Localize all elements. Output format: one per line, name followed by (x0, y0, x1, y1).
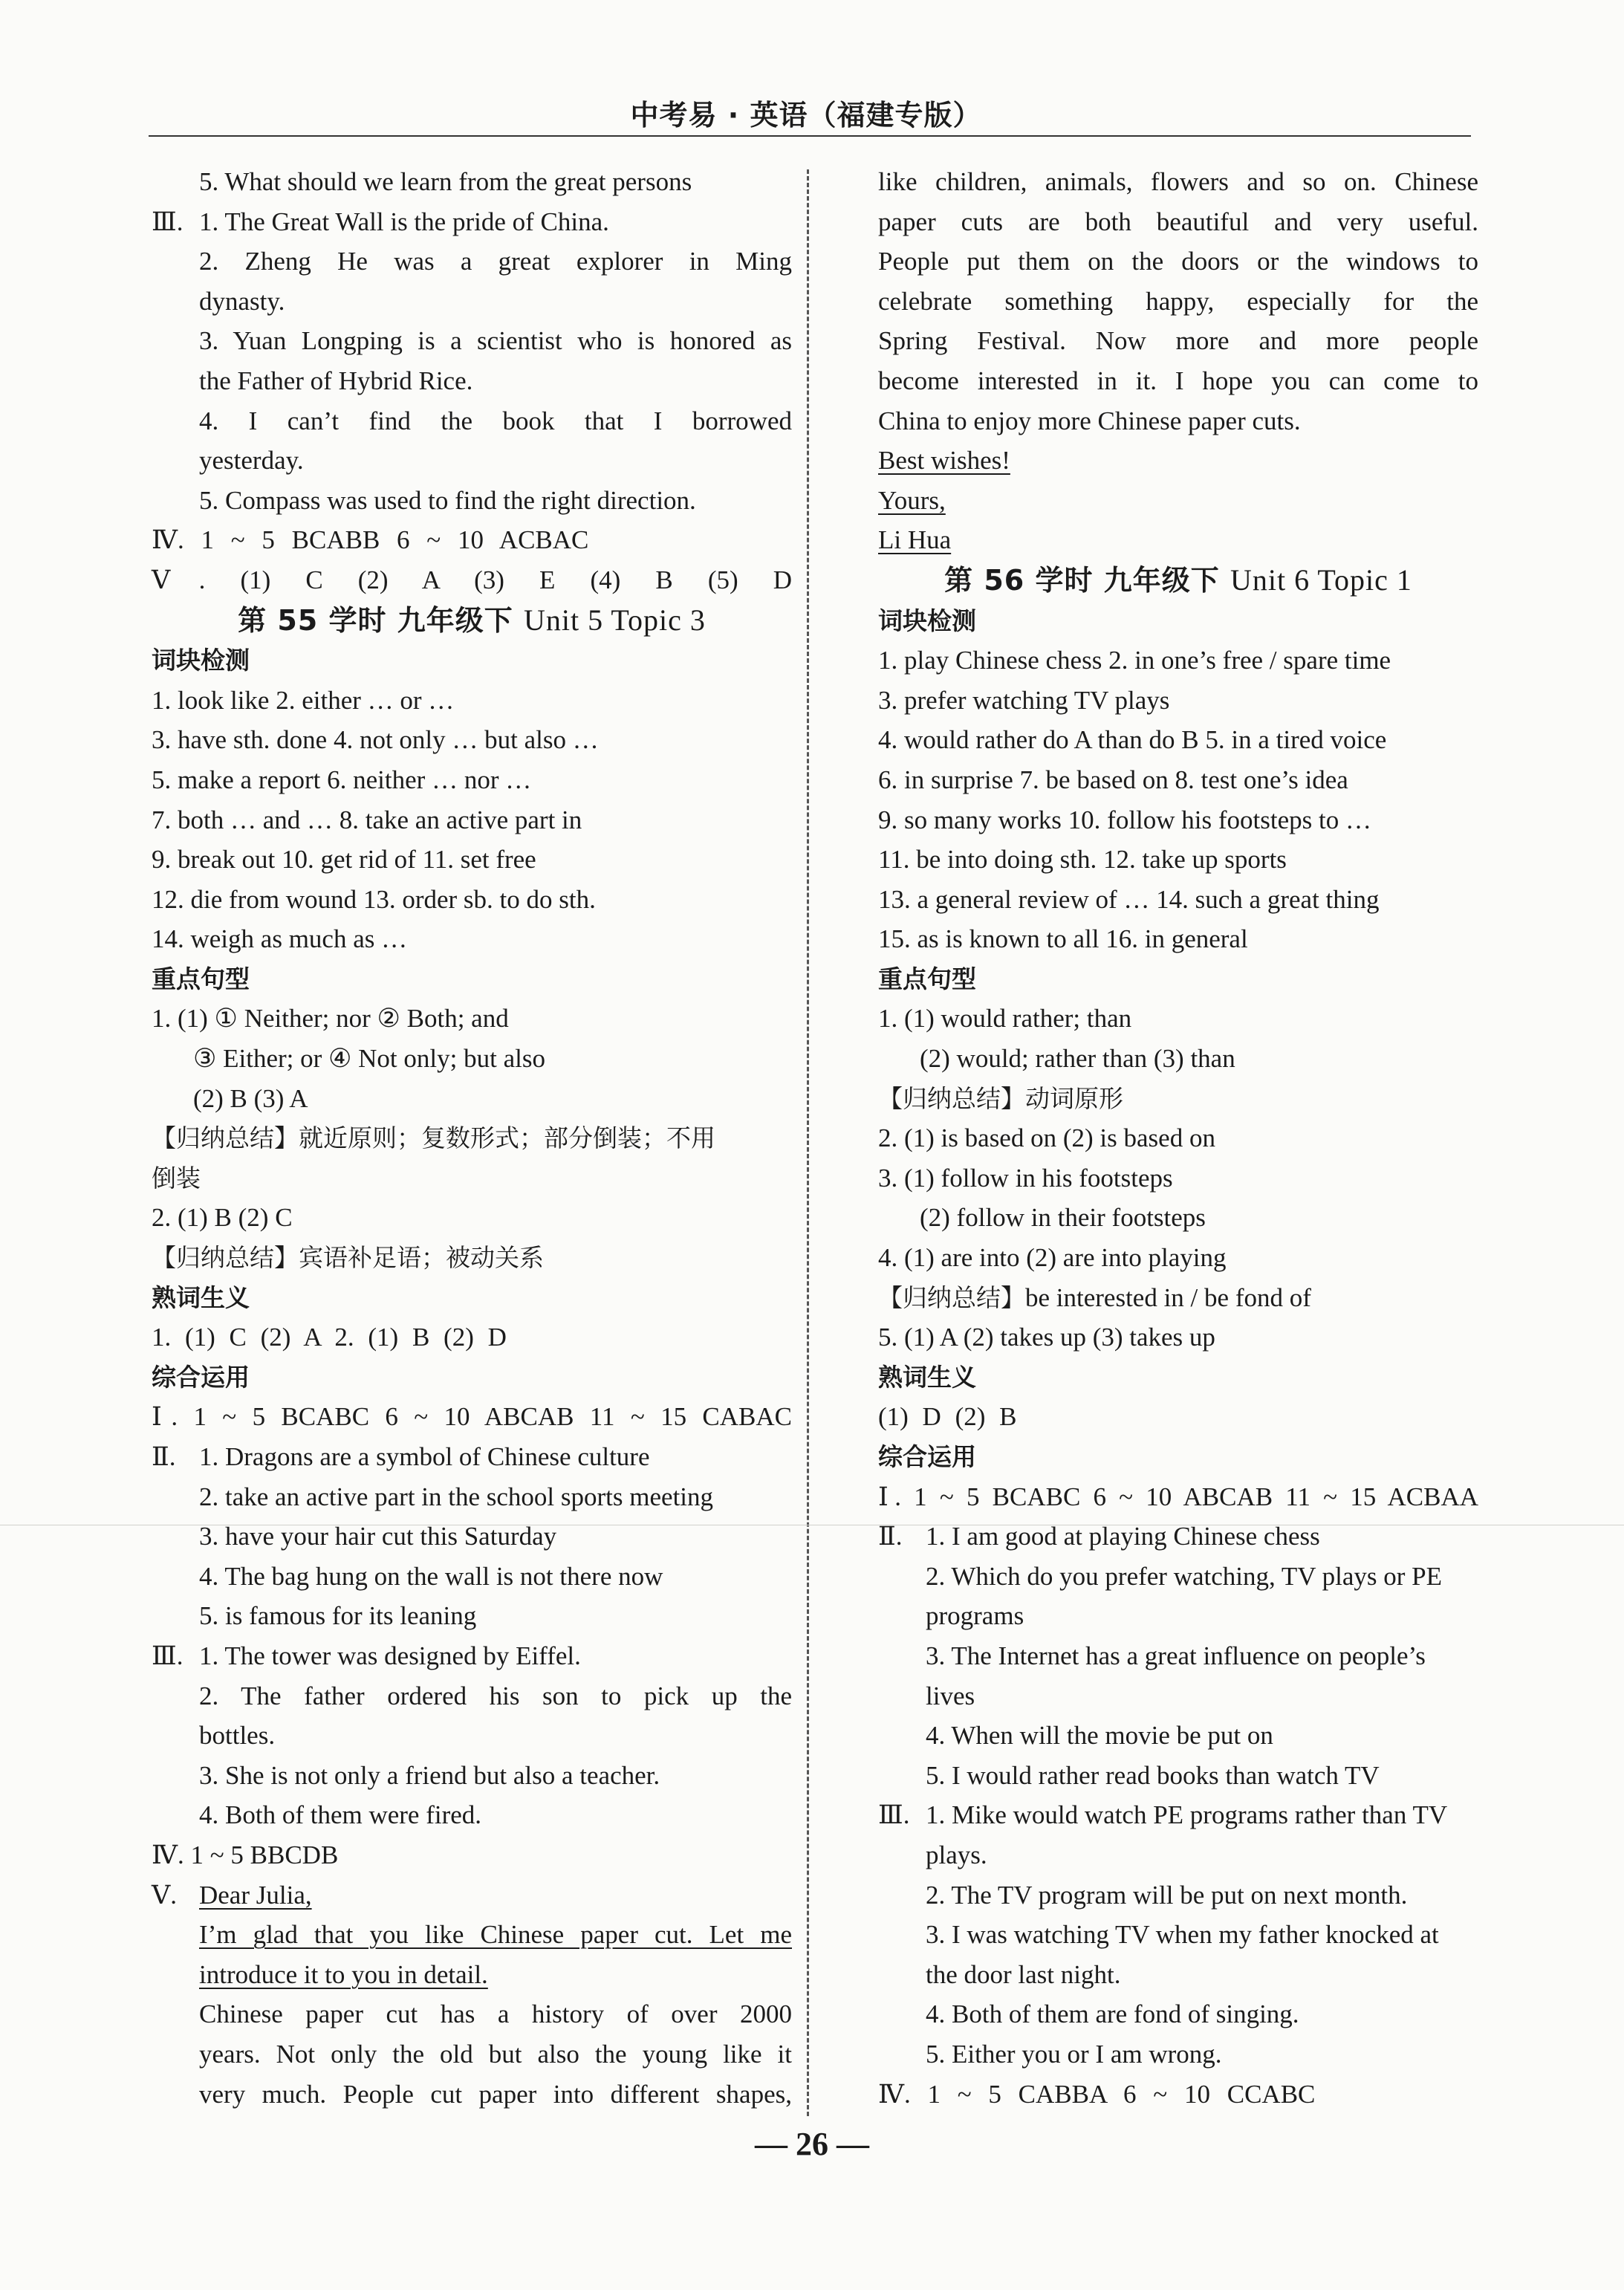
answer-line: 5. make a report 6. neither … nor … (152, 765, 532, 794)
answer-line (152, 1875, 792, 1916)
section-heading: 词块检测 (152, 646, 250, 675)
answer-line: 6. in surprise 7. be based on 8. test one’s idea (878, 765, 1348, 794)
summary-label: 【归纳总结】 (878, 1282, 1025, 1312)
answer-line: 2. Which do you prefer watching, TV plays or PE (926, 1561, 1443, 1591)
letter-underlined: introduce it to you in detail. (199, 1959, 488, 1989)
letter-line: celebrate something happy, especially for the (878, 286, 1478, 316)
letter-line: Chinese paper cut has a history of over 2000 (199, 1999, 792, 2029)
answer-line: 1. (1) ① Neither; nor ② Both; and (152, 1004, 509, 1034)
answer-line: 1. (1) C (2) A 2. (1) B (2) D (152, 1323, 507, 1352)
page-number: — 26 — (755, 2126, 869, 2162)
answer-line: 3. She is not only a friend but also a teacher. (199, 1760, 660, 1790)
answer-line: Ⅰ. 1 ~ 5 BCABC 6 ~ 10 ABCAB 11 ~ 15 ACBAA (878, 1482, 1478, 1511)
letter-line: China to enjoy more Chinese paper cuts. (878, 406, 1301, 435)
section-heading: 综合运用 (878, 1442, 976, 1471)
roman-numeral: Ⅱ. (878, 1522, 903, 1551)
letter-closing: Best wishes! (878, 446, 1010, 476)
answer-line: yesterday. (199, 446, 304, 476)
summary-line (152, 1118, 792, 1158)
answer-line: 2. The father ordered his son to pick up the (199, 1681, 792, 1710)
page-header: 中考易 · 英语（福建专版） (630, 99, 982, 132)
letter-line: paper cuts are both beautiful and very useful. (878, 207, 1478, 236)
letter-line (878, 520, 1478, 560)
roman-numeral: Ⅲ. (152, 207, 183, 236)
answer-line: 5. Either you or I am wrong. (926, 2039, 1222, 2069)
answer-line: programs (926, 1601, 1024, 1631)
answer-line: 5. is famous for its leaning (199, 1601, 477, 1631)
answer-line (878, 1795, 1478, 1835)
answer-line: 5. (1) A (2) takes up (3) takes up (878, 1323, 1215, 1352)
lesson-number: 第 56 学时 九年级下 (944, 563, 1220, 597)
answer-line: 5. Compass was used to find the right direction. (199, 485, 696, 515)
letter-signature: Li Hua (878, 525, 952, 555)
answer-line: 2. Zheng He was a great explorer in Ming (199, 247, 792, 276)
answer-text: 1. Dragons are a symbol of Chinese culture (199, 1442, 650, 1471)
right-column (878, 162, 1478, 2114)
roman-numeral: Ⅲ. (878, 1800, 910, 1830)
answer-line: Ⅳ. 1 ~ 5 BCABB 6 ~ 10 ACBAC (152, 525, 589, 555)
answer-line: 3. have sth. done 4. not only … but also … (152, 725, 599, 755)
answer-text: 1. The tower was designed by Eiffel. (199, 1641, 581, 1670)
summary-label: 【归纳总结】 (878, 1083, 1025, 1113)
answer-line: 4. I can’t find the book that I borrowed (199, 406, 792, 435)
answer-line: Ⅳ. 1 ~ 5 BBCDB (152, 1840, 339, 1869)
answer-text: 1. I am good at playing Chinese chess (926, 1522, 1320, 1551)
letter-line: Spring Festival. Now more and more people (878, 326, 1478, 356)
answer-line (878, 1517, 1478, 1557)
summary-line: 倒装 (152, 1163, 201, 1193)
answer-line: 1. look like 2. either … or … (152, 685, 455, 715)
answer-line: Ⅳ. 1 ~ 5 CABBA 6 ~ 10 CCABC (878, 2079, 1316, 2109)
answer-line: the Father of Hybrid Rice. (199, 366, 473, 395)
letter-greeting: Dear Julia, (199, 1880, 312, 1910)
letter-line: People put them on the doors or the windows to (878, 247, 1478, 276)
roman-numeral: Ⅴ. (152, 1880, 178, 1910)
answer-line (152, 1636, 792, 1676)
answer-line: 3. The Internet has a great influence on people’s (926, 1641, 1426, 1670)
summary-label: 【归纳总结】 (152, 1243, 299, 1273)
summary-line (152, 1238, 792, 1278)
lesson-title (152, 600, 792, 641)
summary-text: 就近原则；复数形式；部分倒装；不用 (299, 1123, 715, 1153)
lesson-unit: Unit 5 Topic 3 (523, 603, 706, 637)
lesson-title (878, 560, 1478, 601)
answer-line: (2) B (3) A (193, 1083, 308, 1113)
answer-line: 4. The bag hung on the wall is not there now (199, 1561, 663, 1591)
letter-sign-off: Yours, (878, 485, 946, 515)
lesson-number: 第 55 学时 九年级下 (238, 603, 513, 637)
column-divider (807, 169, 809, 2116)
answer-line: Ⅴ. (1) C (2) A (3) E (4) B (5) D (152, 565, 792, 594)
section-heading: 词块检测 (878, 606, 976, 635)
answer-text: 1. The Great Wall is the pride of China. (199, 207, 609, 236)
header-rule (149, 135, 1471, 137)
letter-line: become interested in it. I hope you can come to (878, 366, 1478, 395)
section-heading: 重点句型 (878, 964, 976, 993)
answer-line: 3. prefer watching TV plays (878, 685, 1170, 715)
letter-line: years. Not only the old but also the young like it (199, 2039, 792, 2069)
answer-line (152, 1437, 792, 1477)
section-heading: 重点句型 (152, 964, 250, 993)
summary-text: 动词原形 (1025, 1083, 1123, 1113)
answer-line: Ⅰ. 1 ~ 5 BCABC 6 ~ 10 ABCAB 11 ~ 15 CABAC (152, 1402, 792, 1432)
answer-line: 5. What should we learn from the great persons (199, 167, 692, 196)
answer-line: 15. as is known to all 16. in general (878, 924, 1248, 954)
answer-line: 9. so many works 10. follow his footsteps to … (878, 805, 1372, 834)
answer-line: (1) D (2) B (878, 1402, 1017, 1432)
answer-line: the door last night. (926, 1959, 1121, 1989)
answer-line: 9. break out 10. get rid of 11. set free (152, 845, 536, 875)
answer-line: 14. weigh as much as … (152, 924, 408, 954)
answer-line: 2. (1) is based on (2) is based on (878, 1123, 1215, 1153)
roman-numeral: Ⅱ. (152, 1442, 176, 1471)
answer-line: 1. (1) would rather; than (878, 1004, 1132, 1034)
answer-line: 4. Both of them are fond of singing. (926, 1999, 1299, 2029)
answer-line: 13. a general review of … 14. such a great thing (878, 884, 1380, 914)
summary-text: be interested in / be fond of (1025, 1282, 1311, 1312)
answer-line: 7. both … and … 8. take an active part in (152, 805, 582, 834)
answer-text: 1. Mike would watch PE programs rather than TV (926, 1800, 1448, 1830)
answer-line: 4. When will the movie be put on (926, 1721, 1273, 1751)
lesson-unit: Unit 6 Topic 1 (1230, 562, 1412, 597)
summary-label: 【归纳总结】 (152, 1123, 299, 1153)
answer-line: 2. take an active part in the school sports meeting (199, 1482, 714, 1511)
letter-line: like children, animals, flowers and so on. Chinese (878, 167, 1478, 196)
answer-line: 3. have your hair cut this Saturday (199, 1522, 557, 1551)
answer-line: (2) would; rather than (3) than (920, 1044, 1235, 1074)
answer-line: 2. The TV program will be put on next month. (926, 1880, 1408, 1910)
section-heading: 熟词生义 (878, 1362, 976, 1392)
answer-line: lives (926, 1681, 975, 1710)
answer-line: 4. Both of them were fired. (199, 1800, 482, 1830)
answer-line: 3. I was watching TV when my father knocked at (926, 1920, 1439, 1950)
answer-line (152, 202, 792, 242)
answer-line: 4. would rather do A than do B 5. in a tired voice (878, 725, 1387, 755)
summary-line (878, 1079, 1478, 1119)
answer-line: dynasty. (199, 286, 285, 316)
answer-line: bottles. (199, 1721, 276, 1751)
letter-line (152, 1955, 792, 1995)
answer-line: 1. play Chinese chess 2. in one’s free / spare time (878, 646, 1391, 675)
left-column (152, 162, 792, 2114)
summary-text: 宾语补足语；被动关系 (299, 1243, 544, 1273)
letter-line (878, 441, 1478, 481)
answer-line: plays. (926, 1840, 987, 1869)
section-heading: 熟词生义 (152, 1282, 250, 1312)
answer-line: 11. be into doing sth. 12. take up sports (878, 845, 1287, 875)
answer-line: 4. (1) are into (2) are into playing (878, 1243, 1227, 1273)
section-heading: 综合运用 (152, 1362, 250, 1392)
answer-line: (2) follow in their footsteps (920, 1203, 1206, 1233)
answer-line: ③ Either; or ④ Not only; but also (193, 1044, 545, 1074)
answer-line: 12. die from wound 13. order sb. to do sth. (152, 884, 596, 914)
letter-line: very much. People cut paper into different shapes, (199, 2079, 792, 2109)
summary-line (878, 1278, 1478, 1318)
answer-line: 2. (1) B (2) C (152, 1203, 293, 1233)
answer-line: 5. I would rather read books than watch TV (926, 1760, 1380, 1790)
answer-line: 3. (1) follow in his footsteps (878, 1163, 1173, 1193)
letter-line: I’m glad that you like Chinese paper cut. Let me (199, 1920, 792, 1950)
answer-line: 3. Yuan Longping is a scientist who is honored as (199, 326, 792, 356)
roman-numeral: Ⅲ. (152, 1641, 183, 1670)
letter-line (878, 481, 1478, 521)
